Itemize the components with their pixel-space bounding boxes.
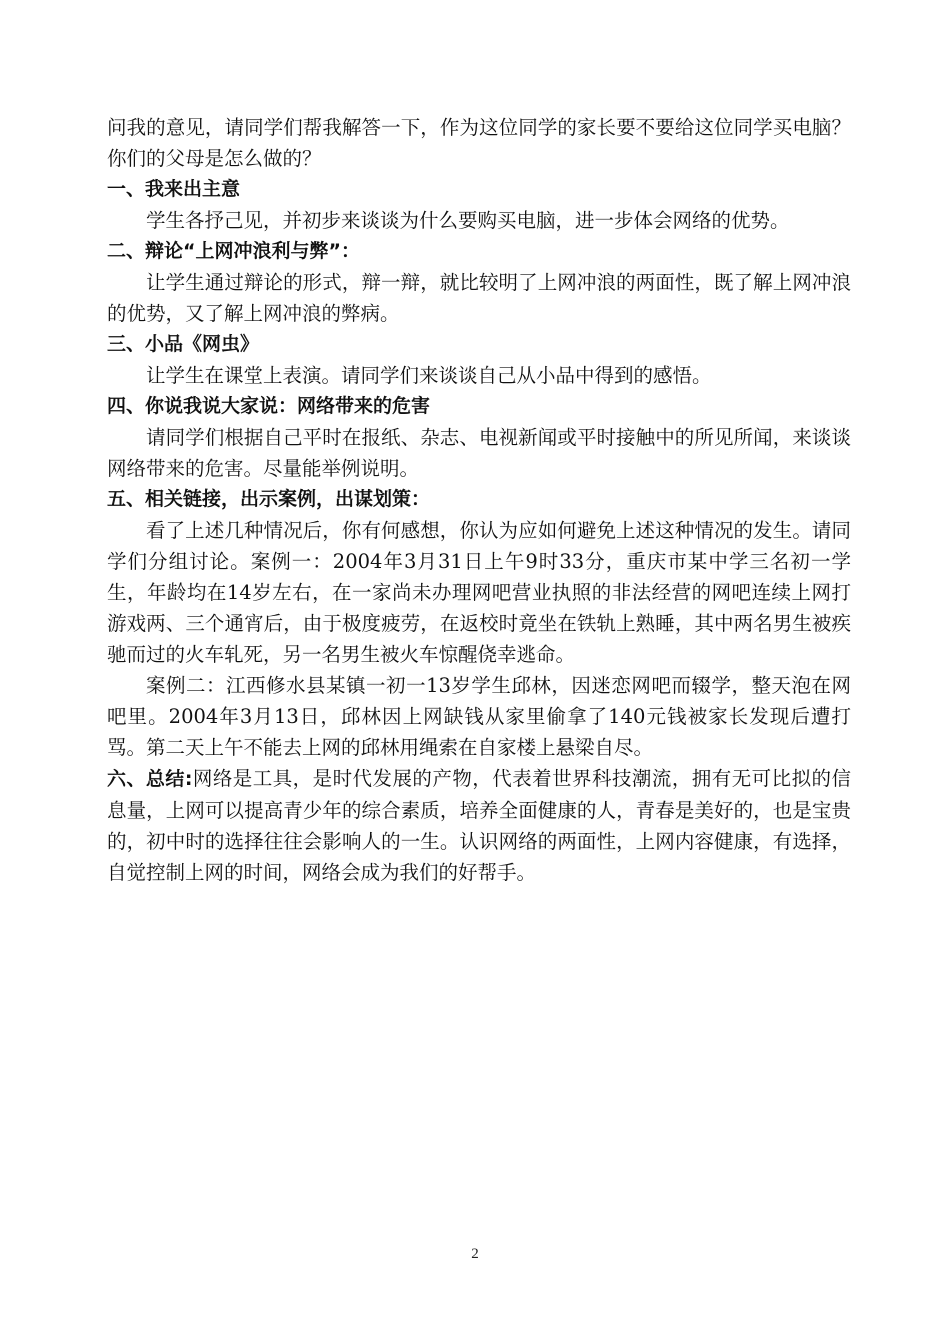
section-2-heading: 二、辩论“上网冲浪利与弊”：	[107, 240, 360, 262]
case-one-paragraph: 看了上述几种情况后，你有何感想，你认为应如何避免上述这种情况的发生。请同学们分组讨论。案例一：2004年3月31日上午9时33分，重庆市某中学三名初一学生，年龄均在14岁左右，在一家尚未办理网吧营业执照的非法经营的网吧连续上网打游戏两、三个通宵后，由于极度疲劳，在返校时竟坐在铁轨上熟睡，其中两名男生被疾驰而过的火车轧死，另一名男生被火车惊醒侥幸逃命。	[107, 519, 851, 666]
summary-paragraph	[107, 763, 851, 888]
section-2-paragraph: 让学生通过辩论的形式，辩一辩，就比较明了上网冲浪的两面性，既了解上网冲浪的优势，又了解上网冲浪的弊病。	[107, 271, 851, 325]
document-body	[107, 112, 851, 888]
section-3-heading: 三、小品《网虫》	[107, 333, 260, 355]
summary-text: 网络是工具，是时代发展的产物，代表着世界科技潮流，拥有无可比拟的信息量，上网可以提高青少年的综合素质，培养全面健康的人，青春是美好的，也是宝贵的，初中时的选择往往会影响人的一生。认识网络的两面性，上网内容健康，有选择，自觉控制上网的时间，网络会成为我们的好帮手。	[107, 767, 851, 884]
section-4-paragraph: 请同学们根据自己平时在报纸、杂志、电视新闻或平时接触中的所见所闻，来谈谈网络带来的危害。尽量能举例说明。	[107, 426, 851, 480]
page-number: 2	[471, 1246, 479, 1262]
section-1-paragraph: 学生各抒己见，并初步来谈谈为什么要购买电脑，进一步体会网络的优势。	[146, 209, 790, 232]
section-1-heading: 一、我来出主意	[107, 178, 241, 200]
section-5-heading: 五、相关链接，出示案例，出谋划策：	[107, 488, 431, 510]
section-4-heading: 四、你说我说大家说：网络带来的危害	[107, 395, 431, 417]
summary-heading: 六、总结:	[107, 768, 193, 790]
section-3-paragraph: 让学生在课堂上表演。请同学们来谈谈自己从小品中得到的感悟。	[146, 364, 712, 387]
intro-paragraph: 问我的意见，请同学们帮我解答一下，作为这位同学的家长要不要给这位同学买电脑？你们的父母是怎么做的？	[107, 116, 851, 170]
case-two-paragraph: 案例二：江西修水县某镇一初一13岁学生邱林，因迷恋网吧而辍学，整天泡在网吧里。2004年3月13日，邱林因上网缺钱从家里偷拿了140元钱被家长发现后遭打骂。第二天上午不能去上网的邱林用绳索在自家楼上悬梁自尽。	[107, 674, 851, 759]
